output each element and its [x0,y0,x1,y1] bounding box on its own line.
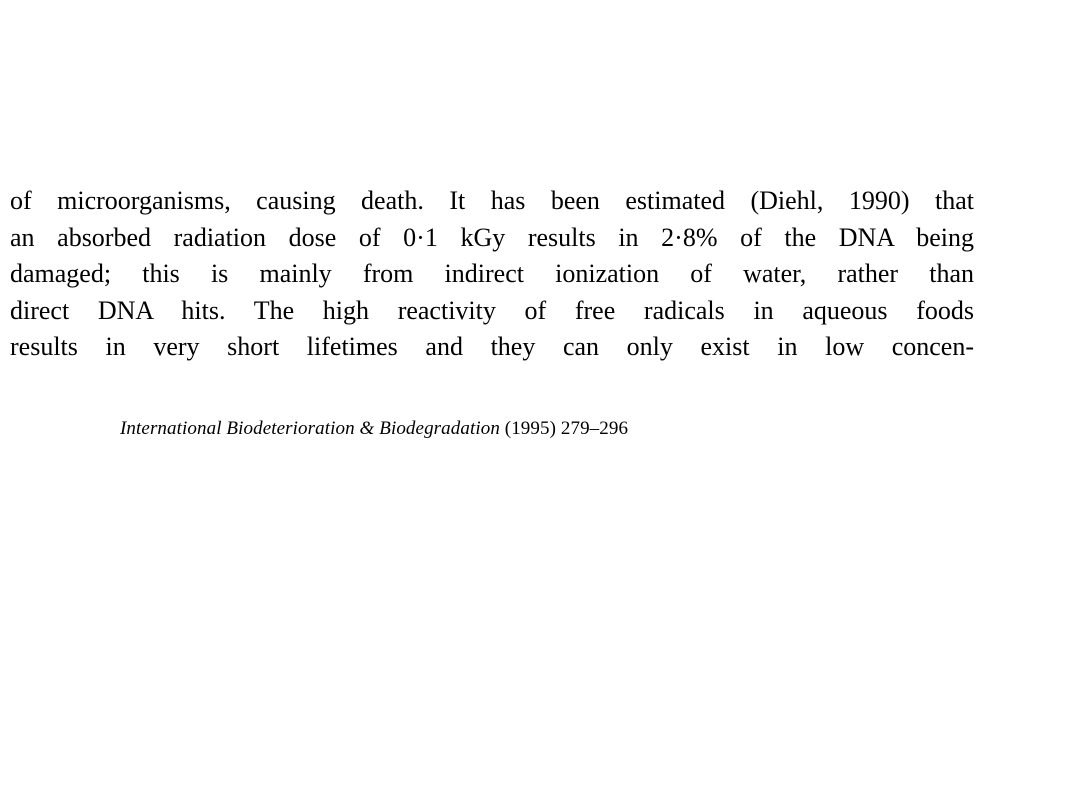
journal-title: International Biodeterioration & Biodegradation [120,418,500,439]
excerpt-line: damaged; this is mainly from indirect ionization of water, rather than [10,259,974,288]
citation-details: (1995) 279–296 [499,418,629,439]
citation [120,418,628,440]
excerpt-line: of microorganisms, causing death. It has been estimated (Diehl, 1990) that [10,186,974,215]
excerpt-line: an absorbed radiation dose of 0·1 kGy results in 2·8% of the DNA being [10,222,974,252]
excerpt-line: direct DNA hits. The high reactivity of free radicals in aqueous foods [10,295,974,325]
excerpt-line-cut: results in very short lifetimes and they can only exist in low concen- [10,332,974,361]
text-excerpt [10,183,974,361]
